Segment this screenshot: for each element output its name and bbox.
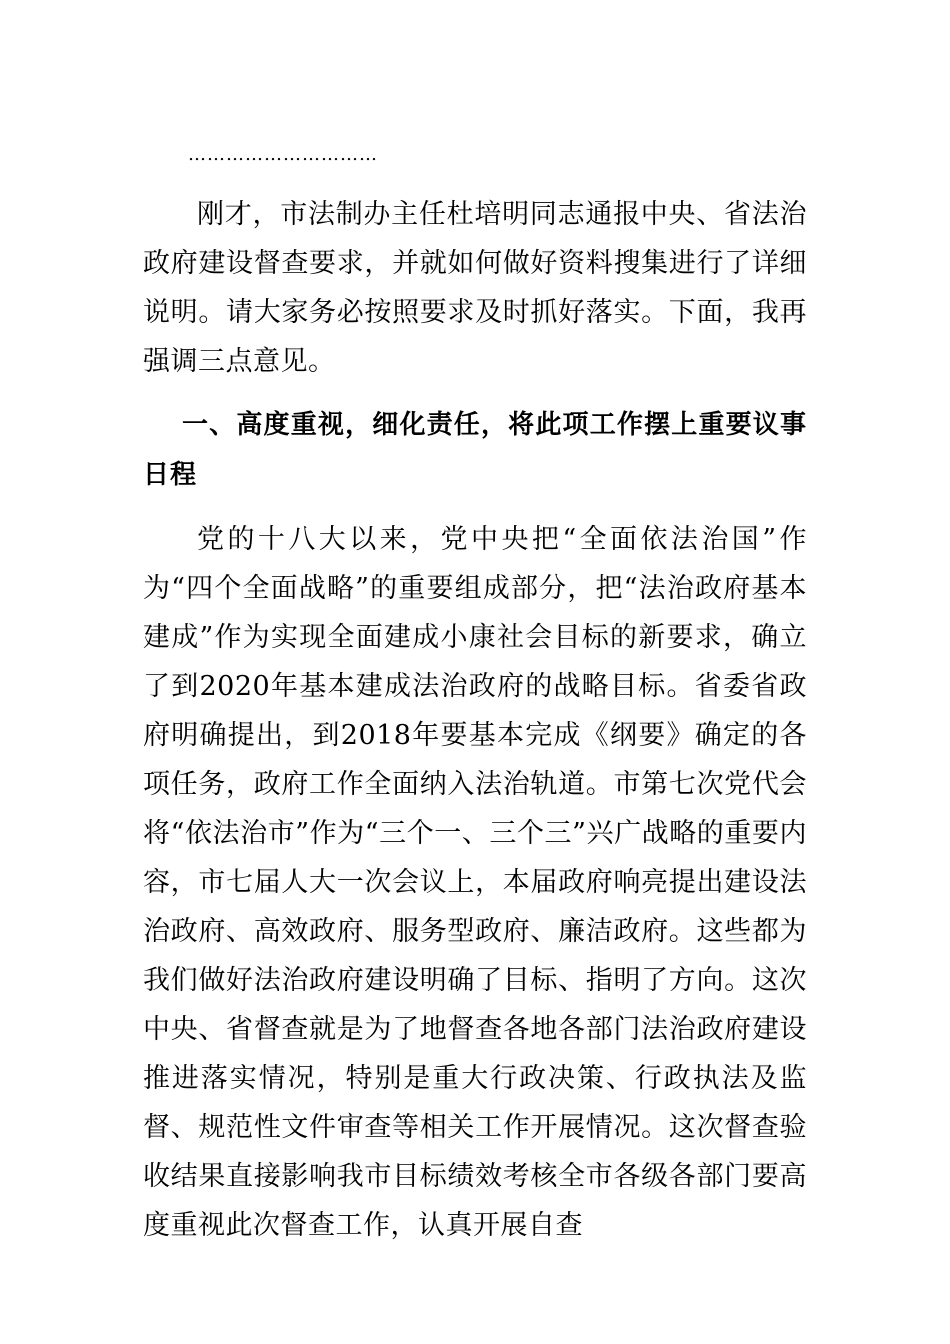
ellipsis-line: ………………………… xyxy=(188,144,378,165)
intro-paragraph: 刚才，市法制办主任杜培明同志通报中央、省法治政府建设督查要求，并就如何做好资料搜集进行了详细说明。请大家务必按照要求及时抓好落实。下面，我再强调三点意见。 xyxy=(143,199,807,377)
body-paragraph: 党的十八大以来，党中央把“全面依法治国”作为“四个全面战略”的重要组成部分，把“法治政府基本建成”作为实现全面建成小康社会目标的新要求，确立了到2020年基本建成法治政府的战略目标。省委省政府明确提出，到2018年要基本完成《纲要》确定的各项任务，政府工作全面纳入法治轨道。市第七次党代会将“依法治市”作为“三个一、三个三”兴广战略的重要内容，市七届人大一次会议上，本届政府响亮提出建设法治政府、高效政府、服务型政府、廉洁政府。这些都为我们做好法治政府建设明确了目标、指明了方向。这次中央、省督查就是为了地督查各地各部门法治政府建设推进落实情况，特别是重大行政决策、行政执法及监督、规范性文件审查等相关工作开展情况。这次督查验收结果直接影响我市目标绩效考核全市各级各部门要高度重视此次督查工作，认真开展自查 xyxy=(143,524,807,1241)
section-heading: 一、高度重视，细化责任，将此项工作摆上重要议事日程 xyxy=(143,410,807,490)
